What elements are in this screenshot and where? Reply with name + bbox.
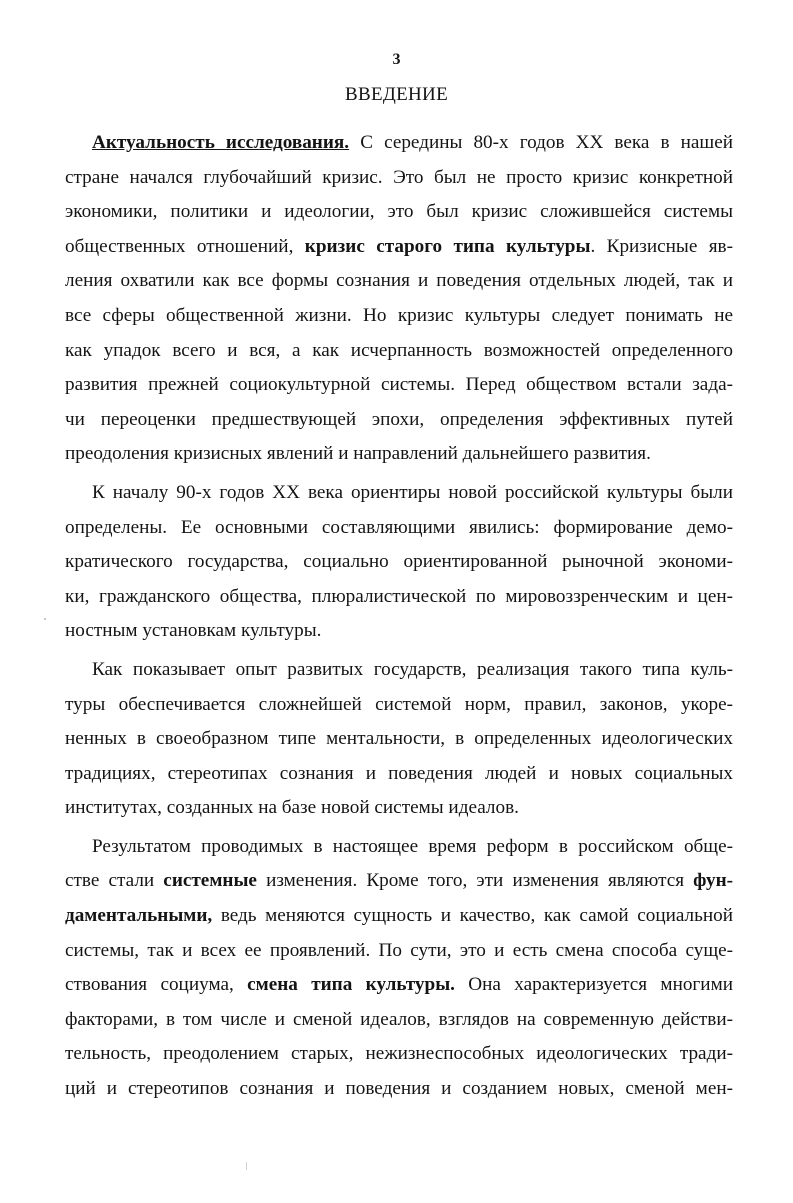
text-segment: стране начался глубочайший кризис. Это был не просто кризис конкретной [65, 166, 733, 188]
text-line [65, 403, 733, 438]
text-segment: ки, гражданского общества, плюралистической по мировоззренческим и цен- [65, 585, 733, 607]
text-segment: все сферы общественной жизни. Но кризис культуры следует понимать не [65, 304, 733, 326]
text-line [65, 299, 733, 334]
text-line [92, 653, 733, 688]
paragraph [65, 653, 733, 826]
paragraph [65, 476, 733, 649]
text-line [65, 580, 733, 615]
text-line [65, 864, 733, 899]
text-segment: стве стали [65, 870, 164, 892]
text-line [65, 368, 733, 403]
text-line [65, 545, 733, 580]
text-line [65, 334, 733, 369]
text-segment: Она характеризуется многими [454, 974, 733, 996]
page-number: 3 [392, 51, 401, 68]
paragraph [65, 830, 734, 1107]
text-segment: . Кризисные яв- [590, 235, 733, 257]
text-segment: ствования социума, [65, 974, 248, 996]
text-line [65, 195, 733, 230]
text-line [65, 1037, 733, 1072]
text-line [65, 934, 733, 969]
text-segment: ностным установкам культуры. [65, 620, 322, 642]
text-line [65, 791, 733, 826]
text-segment: Как показывает опыт развитых государств, реализация такого типа куль- [92, 658, 733, 680]
text-segment: общественных отношений, [65, 235, 305, 257]
text-segment: системы, так и всех ее проявлений. По сути, это и есть смена способа суще- [65, 939, 733, 961]
text-segment: изменения. Кроме того, эти изменения являются [256, 870, 694, 892]
text-segment: тельность, преодолением старых, нежизнеспособных идеологических тради- [65, 1043, 733, 1065]
text-line [65, 161, 733, 196]
body-text [65, 126, 734, 1107]
emphasized-text: фун- [693, 870, 734, 892]
text-line [65, 511, 733, 546]
text-segment: традициях, стереотипах сознания и поведения людей и новых социальных [65, 762, 733, 784]
emphasized-text: Актуальность исследования. [92, 132, 350, 153]
text-segment: как упадок всего и вся, а как исчерпанность возможностей определенного [65, 339, 733, 361]
text-segment: ведь меняются сущность и качество, как самой социальной [212, 905, 733, 927]
text-segment: ций и стереотипов сознания и поведения и созданием новых, сменой мен- [65, 1078, 733, 1100]
emphasized-text: системные [163, 870, 257, 892]
text-segment: С середины 80-х годов XX века в нашей [349, 132, 733, 153]
text-line [65, 614, 733, 649]
text-segment: преодоления кризисных явлений и направлений дальнейшего развития. [65, 443, 651, 465]
text-segment: институтах, созданных на базе новой системы идеалов. [65, 797, 519, 819]
text-line [65, 722, 733, 757]
text-segment: развития прежней социокультурной системы. Перед обществом встали зада- [65, 374, 733, 396]
text-segment: определены. Ее основными составляющими явились: формирование демо- [65, 516, 733, 538]
text-segment: кратического государства, социально ориентированной рыночной экономи- [65, 551, 733, 573]
text-line [65, 757, 733, 792]
page-title: ВВЕДЕНИЕ [345, 84, 448, 105]
text-segment: экономики, политики и идеологии, это был кризис сложившейся системы [65, 201, 733, 223]
text-line [65, 230, 733, 265]
text-line [92, 126, 733, 161]
text-segment: К началу 90-х годов XX века ориентиры новой российской культуры были [92, 481, 733, 503]
text-line [65, 688, 733, 723]
text-segment: ления охватили как все формы сознания и поведения отдельных людей, так и [65, 270, 733, 292]
text-segment: факторами, в том числе и сменой идеалов, взглядов на современную действи- [65, 1008, 733, 1030]
text-line [92, 830, 733, 865]
text-segment: туры обеспечивается сложнейшей системой норм, правил, законов, укоре- [65, 693, 733, 715]
text-line [65, 1003, 733, 1038]
text-line [92, 476, 733, 511]
text-line [65, 899, 733, 934]
scan-speck [44, 618, 46, 620]
emphasized-text: кризис старого типа культуры [304, 235, 591, 257]
text-line [65, 437, 733, 472]
text-segment: ненных в своеобразном типе ментальности, в определенных идеологических [65, 728, 733, 750]
paragraph [65, 126, 733, 472]
text-line [65, 1072, 733, 1107]
text-segment: Результатом проводимых в настоящее время реформ в российском обще- [92, 835, 733, 857]
text-line [65, 968, 733, 1003]
text-segment: чи переоценки предшествующей эпохи, определения эффективных путей [65, 408, 733, 430]
scan-mark [246, 1162, 247, 1170]
text-line [65, 264, 733, 299]
emphasized-text: даментальными, [65, 905, 213, 927]
emphasized-text: смена типа культуры. [247, 974, 455, 996]
